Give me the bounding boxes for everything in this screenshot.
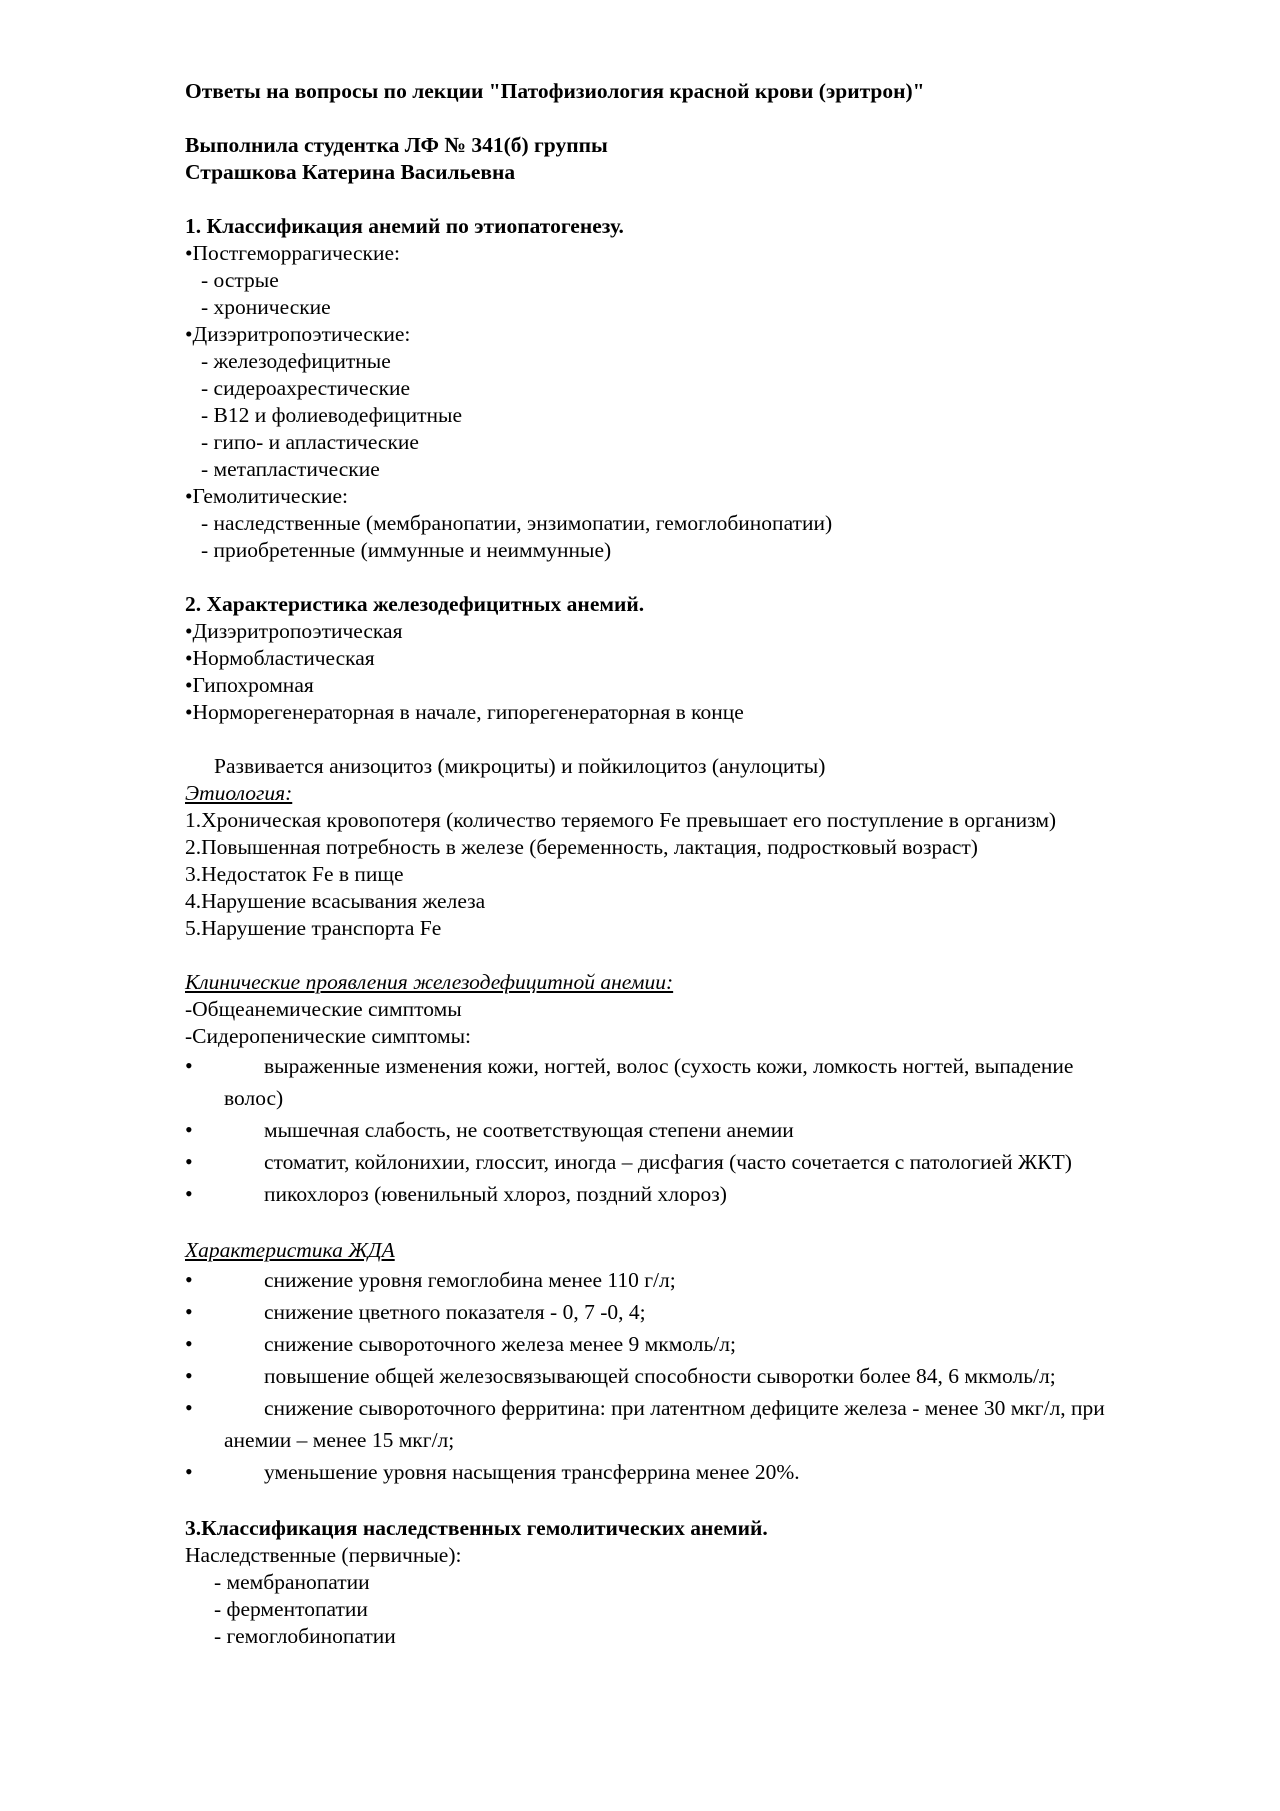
list-item: - наследственные (мембранопатии, энзимопатии, гемоглобинопатии) (201, 511, 833, 535)
bullet-text: снижение сывороточного ферритина: при латентном дефиците железа - менее 30 мкг/л, при (264, 1396, 1105, 1420)
list-item: - ферментопатии (214, 1597, 368, 1621)
list-item: •Дизэритропоэтическая (185, 619, 403, 643)
list-item: 3.Недостаток Fe в пище (185, 862, 404, 886)
list-item: •Гипохромная (185, 673, 314, 697)
etiology-heading: Этиология: (185, 781, 293, 805)
section-1-heading: 1. Классификация анемий по этиопатогенезу. (185, 214, 624, 238)
document-title: Ответы на вопросы по лекции "Патофизиология красной крови (эритрон)" (185, 79, 925, 103)
clinical-sideropenic: -Сидеропенические симптомы: (185, 1024, 471, 1048)
list-item: - мембранопатии (214, 1570, 370, 1594)
bullet-item (185, 1392, 1205, 1456)
list-item: 1.Хроническая кровопотеря (количество теряемого Fe превышает его поступление в организм) (185, 808, 1057, 832)
bullet-icon: • (185, 1053, 193, 1078)
list-item: - В12 и фолиеводефицитные (201, 403, 463, 427)
bullet-item (185, 1146, 1205, 1178)
list-item: - приобретенные (иммунные и неиммунные) (201, 538, 612, 562)
section-2-heading: 2. Характеристика железодефицитных анемий. (185, 592, 645, 616)
author-line-2: Страшкова Катерина Васильевна (185, 160, 516, 184)
group-posthemorrhagic: •Постгеморрагические: (185, 241, 400, 265)
bullet-continuation: волос) (224, 1086, 284, 1110)
bullet-icon: • (185, 1267, 193, 1292)
bullet-text: стоматит, койлонихии, глоссит, иногда – дисфагия (часто сочетается с патологией ЖКТ) (264, 1150, 1072, 1174)
hereditary-subheading: Наследственные (первичные): (185, 1543, 462, 1567)
list-item: 2.Повышенная потребность в железе (беременность, лактация, подростковый возраст) (185, 835, 978, 859)
list-item: - хронические (201, 295, 331, 319)
clinical-heading: Клинические проявления железодефицитной анемии: (185, 970, 674, 994)
bullet-text: снижение цветного показателя - 0, 7 -0, 4; (264, 1300, 646, 1324)
bullet-item (185, 1050, 1205, 1114)
group-dyserythropoietic: •Дизэритропоэтические: (185, 322, 411, 346)
group-hemolytic: •Гемолитические: (185, 484, 348, 508)
bullet-item (185, 1178, 1205, 1210)
list-item: - метапластические (201, 457, 380, 481)
list-item: - гемоглобинопатии (214, 1624, 396, 1648)
list-item: 4.Нарушение всасывания железа (185, 889, 486, 913)
list-item: 5.Нарушение транспорта Fe (185, 916, 442, 940)
list-item: - острые (201, 268, 279, 292)
bullet-icon: • (185, 1331, 193, 1356)
bullet-text: выраженные изменения кожи, ногтей, волос (сухость кожи, ломкость ногтей, выпадение (264, 1054, 1074, 1078)
bullet-icon: • (185, 1149, 193, 1174)
bullet-icon: • (185, 1395, 193, 1420)
bullet-item (185, 1328, 1205, 1360)
bullet-icon: • (185, 1117, 193, 1142)
list-item: •Нормобластическая (185, 646, 375, 670)
bullet-text: снижение сывороточного железа менее 9 мкмоль/л; (264, 1332, 736, 1356)
bullet-item (185, 1114, 1205, 1146)
bullet-item (185, 1456, 1205, 1488)
bullet-item (185, 1360, 1205, 1392)
bullet-item (185, 1264, 1205, 1296)
bullet-icon: • (185, 1363, 193, 1388)
list-item: •Норморегенераторная в начале, гипорегенераторная в конце (185, 700, 744, 724)
bullet-item (185, 1296, 1205, 1328)
bullet-continuation: анемии – менее 15 мкг/л; (224, 1428, 455, 1452)
list-item: - железодефицитные (201, 349, 391, 373)
clinical-general: -Общеанемические симптомы (185, 997, 462, 1021)
bullet-text: пикохлороз (ювенильный хлороз, поздний хлороз) (264, 1182, 727, 1206)
ida-heading: Характеристика ЖДА (185, 1238, 395, 1262)
bullet-text: повышение общей железосвязывающей способности сыворотки более 84, 6 мкмоль/л; (264, 1364, 1056, 1388)
bullet-icon: • (185, 1459, 193, 1484)
list-item: - гипо- и апластические (201, 430, 419, 454)
author-line-1: Выполнила студентка ЛФ № 341(б) группы (185, 133, 608, 157)
bullet-icon: • (185, 1181, 193, 1206)
bullet-icon: • (185, 1299, 193, 1324)
bullet-text: снижение уровня гемоглобина менее 110 г/л; (264, 1268, 676, 1292)
list-item: - сидероахрестические (201, 376, 411, 400)
anisocytosis-note: Развивается анизоцитоз (микроциты) и пойкилоцитоз (анулоциты) (214, 754, 826, 778)
bullet-text: мышечная слабость, не соответствующая степени анемии (264, 1118, 794, 1142)
section-3-heading: 3.Классификация наследственных гемолитических анемий. (185, 1516, 768, 1540)
bullet-text: уменьшение уровня насыщения трансферрина менее 20%. (264, 1460, 800, 1484)
document-page (185, 78, 1205, 1650)
